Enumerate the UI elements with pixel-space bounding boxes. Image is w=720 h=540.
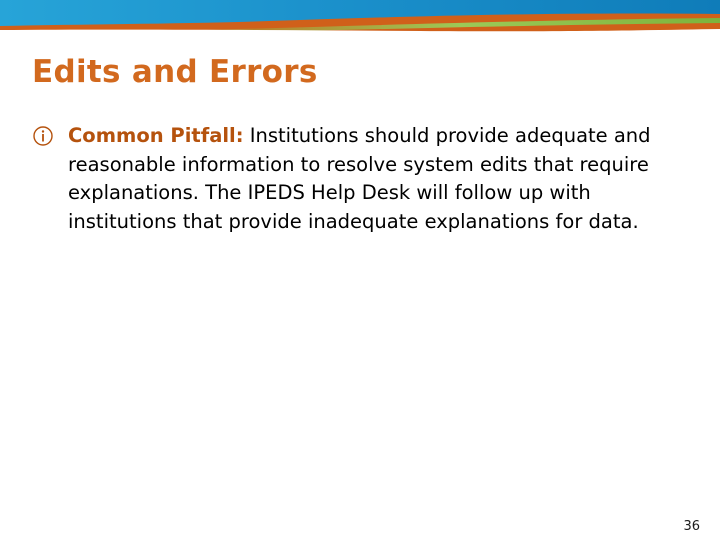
header-banner xyxy=(0,0,720,34)
bullet-item xyxy=(32,122,692,236)
bullet-body-text: Institutions should provide adequate and reasonable information to resolve system edits that require explanations. The IPEDS Help Desk will follow up with institutions that provide inadequate explanations for data. xyxy=(68,124,651,233)
bullet-paragraph xyxy=(32,122,692,236)
page-number: 36 xyxy=(683,519,700,534)
pitfall-label: Common Pitfall: xyxy=(68,124,244,147)
info-circle-icon xyxy=(32,125,54,147)
slide-title: Edits and Errors xyxy=(32,54,318,90)
header-banner-graphic xyxy=(0,0,720,34)
